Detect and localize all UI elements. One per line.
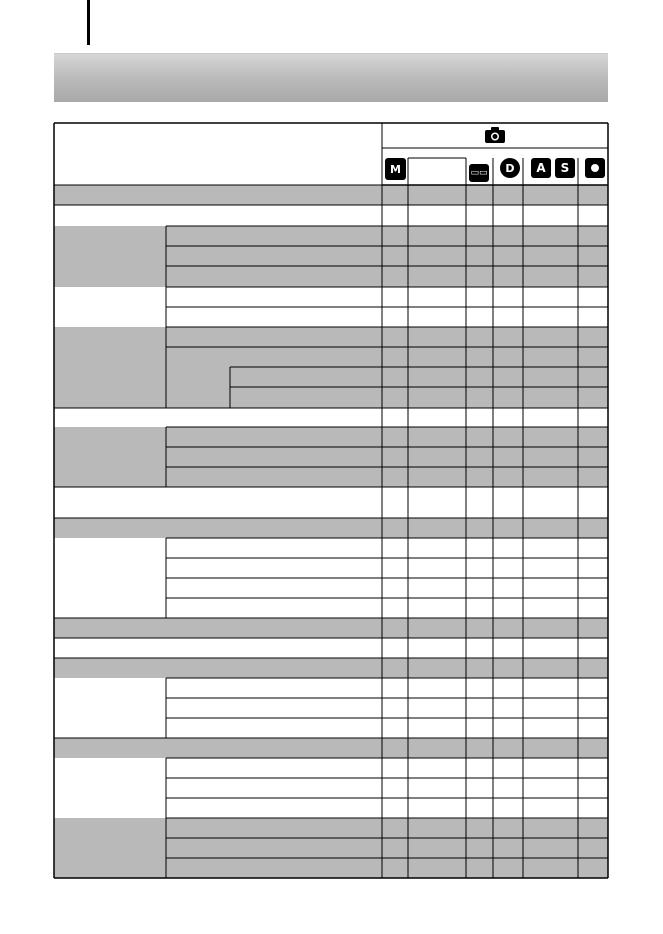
digital-macro-icon: D <box>500 158 520 178</box>
shaded-row-2 <box>54 226 608 246</box>
shaded-row-9 <box>54 367 608 387</box>
shaded-row-31 <box>54 818 608 838</box>
shaded-row-21 <box>54 618 608 638</box>
shaded-row-32 <box>54 838 608 858</box>
shaded-row-10 <box>54 387 608 408</box>
color-swap-icon: S <box>555 158 575 178</box>
shaded-row-23 <box>54 658 608 678</box>
shaded-row-4 <box>54 266 608 287</box>
shaded-row-14 <box>54 467 608 487</box>
shaded-row-3 <box>54 246 608 266</box>
manual-mode-icon: M <box>385 158 406 180</box>
shaded-row-0 <box>54 185 608 205</box>
camera-icon <box>485 127 505 143</box>
shaded-row-8 <box>54 347 608 367</box>
shaded-row-27 <box>54 738 608 758</box>
shaded-row-7 <box>54 327 608 347</box>
shaded-row-13 <box>54 447 608 467</box>
shaded-row-33 <box>54 858 608 878</box>
shaded-row-16 <box>54 518 608 538</box>
movie-mode-icon <box>585 158 605 178</box>
shaded-row-12 <box>54 427 608 447</box>
color-accent-icon: A <box>531 158 551 178</box>
stitch-assist-icon: ▭▭ <box>469 164 489 182</box>
